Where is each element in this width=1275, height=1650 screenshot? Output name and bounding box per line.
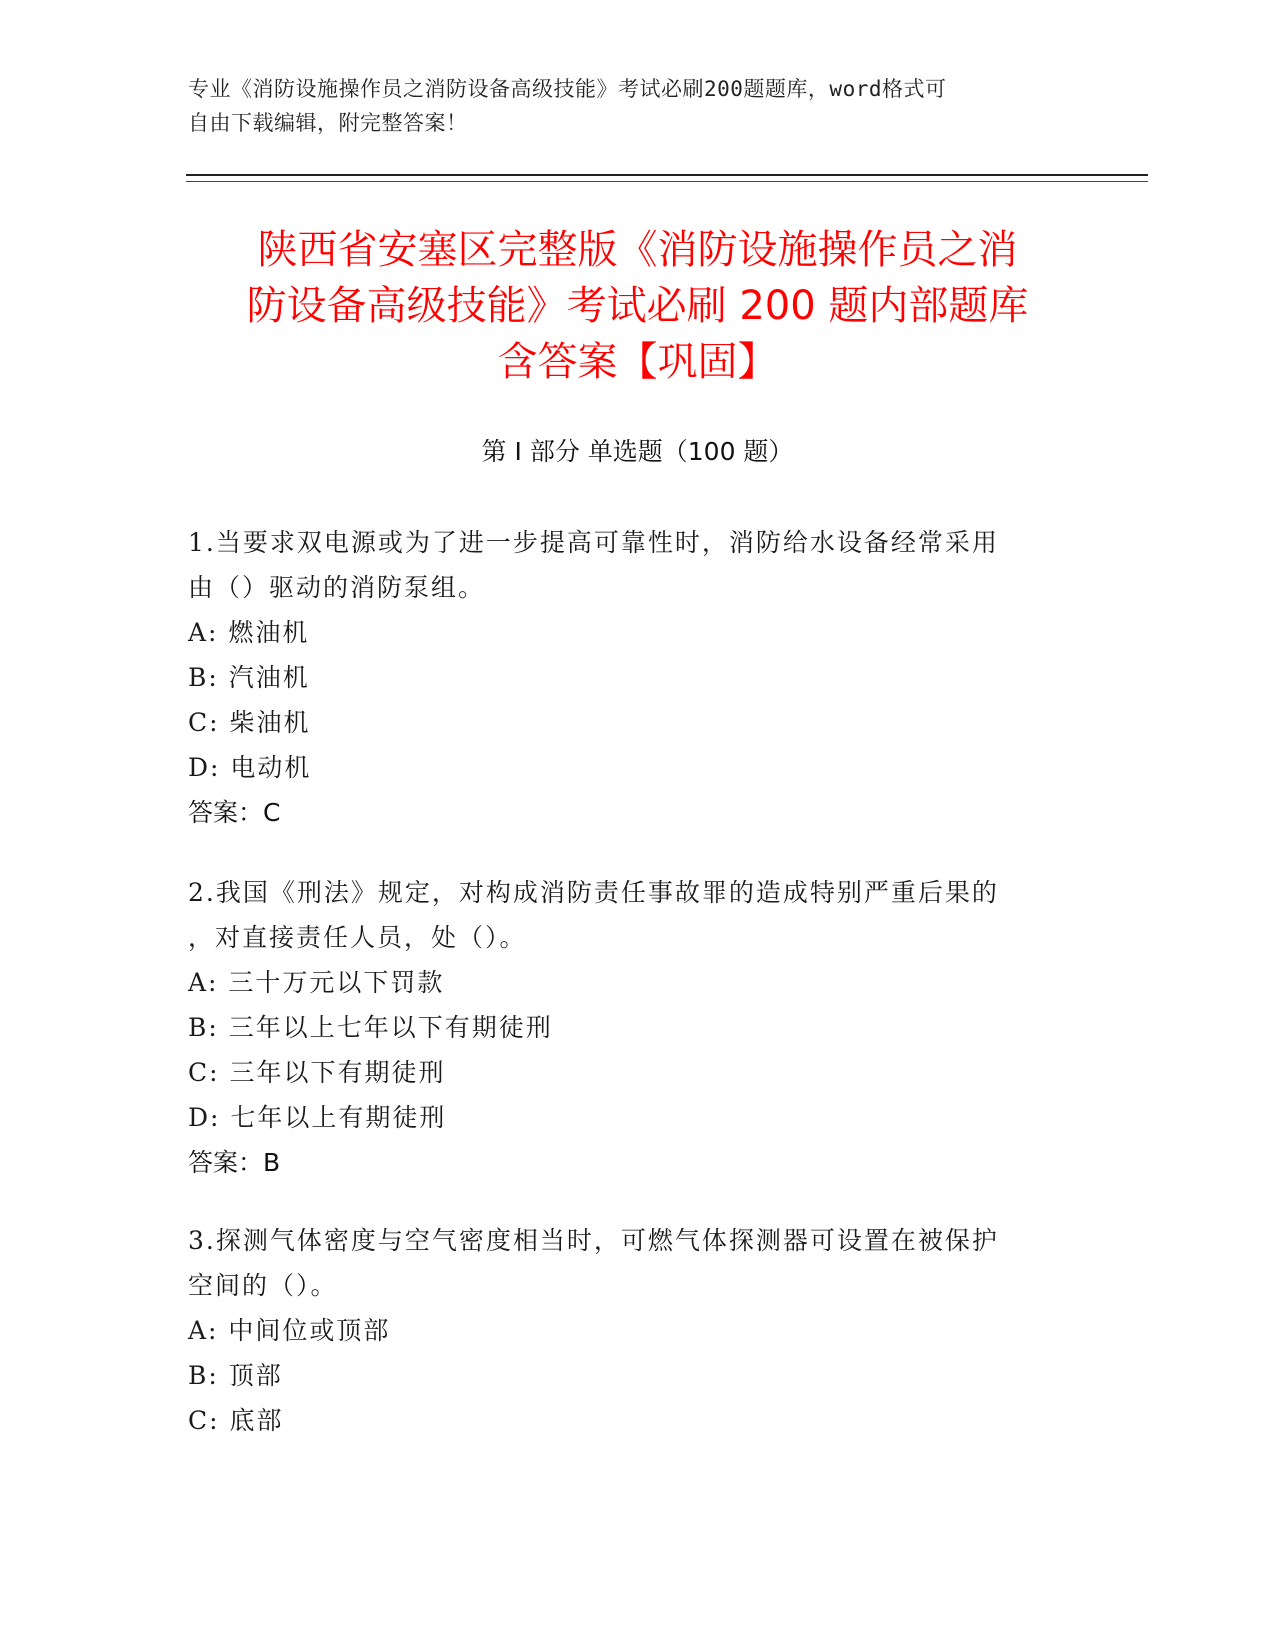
question-3 bbox=[188, 1218, 1068, 1443]
question-1 bbox=[188, 520, 1068, 835]
option-a: A: 三十万元以下罚款 bbox=[188, 968, 445, 997]
option-b: B: 顶部 bbox=[188, 1361, 283, 1390]
option-d: D: 电动机 bbox=[188, 753, 312, 782]
title-line-1: 陕西省安塞区完整版《消防设施操作员之消 bbox=[257, 227, 1018, 273]
question-stem-line-1: 2.我国《刑法》规定，对构成消防责任事故罪的造成特别严重后果的 bbox=[188, 878, 999, 907]
document-title bbox=[186, 222, 1089, 390]
question-stem-line-2: ，对直接责任人员，处（）。 bbox=[188, 923, 527, 952]
option-b: B: 汽油机 bbox=[188, 663, 310, 692]
question-2 bbox=[188, 870, 1068, 1185]
header-divider-thin bbox=[186, 181, 1148, 182]
title-line-2: 防设备高级技能》考试必刷 200 题内部题库 bbox=[246, 283, 1029, 329]
title-line-3: 含答案【巩固】 bbox=[497, 339, 778, 385]
answer: 答案：B bbox=[188, 1148, 281, 1177]
header-note-line-2: 自由下载编辑，附完整答案！ bbox=[188, 111, 468, 135]
question-stem-line-2: 由（）驱动的消防泵组。 bbox=[188, 573, 486, 602]
question-stem-line-1: 3.探测气体密度与空气密度相当时，可燃气体探测器可设置在被保护 bbox=[188, 1226, 999, 1255]
header-note-line-1: 专业《消防设施操作员之消防设备高级技能》考试必刷200题题库，word格式可 bbox=[188, 77, 947, 101]
header-note bbox=[188, 72, 1068, 140]
option-b: B: 三年以上七年以下有期徒刑 bbox=[188, 1013, 553, 1042]
question-stem-line-2: 空间的（）。 bbox=[188, 1271, 338, 1300]
question-stem bbox=[188, 870, 1068, 960]
question-stem bbox=[188, 520, 1068, 610]
question-stem bbox=[188, 1218, 1068, 1308]
header-divider-thick bbox=[186, 174, 1148, 176]
option-c: C: 三年以下有期徒刑 bbox=[188, 1058, 446, 1087]
option-c: C: 柴油机 bbox=[188, 708, 311, 737]
option-c: C: 底部 bbox=[188, 1406, 284, 1435]
answer: 答案：C bbox=[188, 798, 281, 827]
option-d: D: 七年以上有期徒刑 bbox=[188, 1103, 447, 1132]
option-a: A: 燃油机 bbox=[188, 618, 310, 647]
option-a: A: 中间位或顶部 bbox=[188, 1316, 391, 1345]
question-stem-line-1: 1.当要求双电源或为了进一步提高可靠性时，消防给水设备经常采用 bbox=[188, 528, 999, 557]
section-heading: 第 I 部分 单选题（100 题） bbox=[481, 437, 794, 466]
